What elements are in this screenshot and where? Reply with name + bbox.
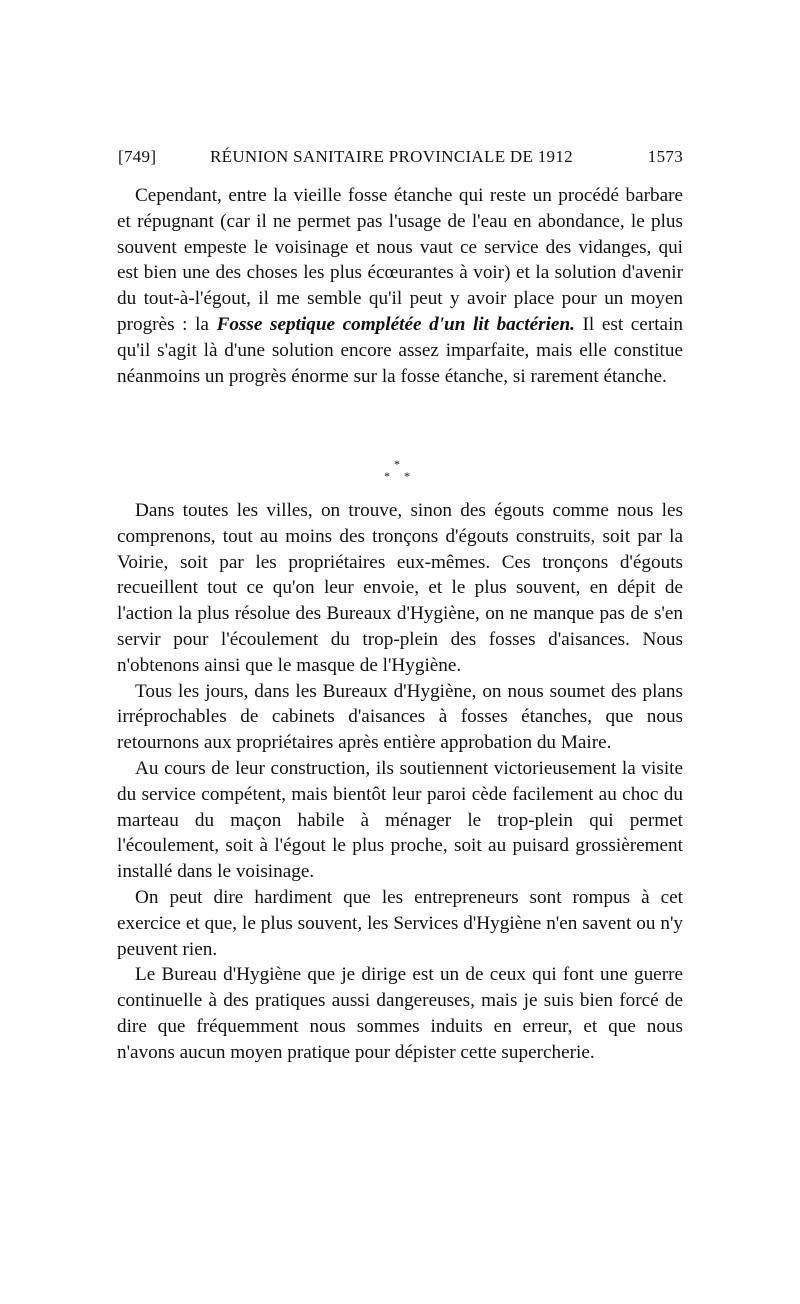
paragraph (117, 183, 683, 389)
asterisk: * (404, 469, 410, 483)
paragraph-text: Il est certain qu'il s'agit là d'une solution encore assez imparfaite, mais elle constitue néanmoins un progrès énorme sur la fosse étanche, si rarement étanche. (117, 313, 683, 387)
running-head (118, 147, 683, 171)
asterisk: * (384, 469, 390, 483)
asterisk: * (394, 457, 400, 471)
section-break-asterism (370, 458, 430, 492)
paragraph-text: Cependant, entre la vieille fosse étanche qui reste un procédé barbare et répugnant (car il ne permet pas l'usage de l'eau en abondance, le plus souvent empeste le voisinage et nous vaut ce service des vidanges, qui est bien une des choses les plus écœurantes à voir) et la solution d'avenir du tout-à-l'égout, il me semble qu'il peut y avoir place pour un moyen progrès : la (117, 185, 683, 335)
paragraph: Le Bureau d'Hygiène que je dirige est un de ceux qui font une guerre continuelle à des pratiques aussi dangereuses, mais je suis bien forcé de dire que fréquemment nous sommes induits en erreur, et que nous n'avons aucun moyen pratique pour dépister cette supercherie. (117, 964, 683, 1063)
paragraph: Au cours de leur construction, ils soutiennent victorieusement la visite du service compétent, mais bientôt leur paroi cède facilement au choc du marteau du maçon habile à ménager le trop-plein qui permet l'écoulement, soit à l'égout le plus proche, soit au puisard grossièrement installé dans le voisinage. (117, 757, 683, 883)
page-number: 1573 (647, 147, 683, 166)
section-sewers (117, 498, 683, 1066)
section-septic-tank (117, 183, 683, 389)
paragraph: On peut dire hardiment que les entrepreneurs sont rompus à cet exercice et que, le plus souvent, les Services d'Hygiène n'en savent ou n'y peuvent rien. (117, 886, 683, 960)
running-title: RÉUNION SANITAIRE PROVINCIALE DE 1912 (210, 147, 573, 166)
paragraph: Dans toutes les villes, on trouve, sinon des égouts comme nous les comprenons, tout au moins des tronçons d'égouts construits, soit par la Voirie, soit par les propriétaires eux-mêmes. Ces tronçons d'égouts recueillent tout ce qu'on leur envoie, et le plus souvent, en dépit de l'action la plus résolue des Bureaux d'Hygiène, on ne manque pas de s'en servir pour l'écoulement du trop-plein des fosses d'aisances. Nous n'obtenons ainsi que le masque de l'Hygiène. (117, 500, 683, 676)
emphasis-text: Fosse septique complétée d'un lit bactérien. (216, 313, 575, 335)
page-reference: [749] (118, 147, 157, 166)
paragraph: Tous les jours, dans les Bureaux d'Hygiène, on nous soumet des plans irréprochables de cabinets d'aisances à fosses étanches, que nous retournons aux propriétaires après entière approbation du Maire. (117, 680, 683, 754)
